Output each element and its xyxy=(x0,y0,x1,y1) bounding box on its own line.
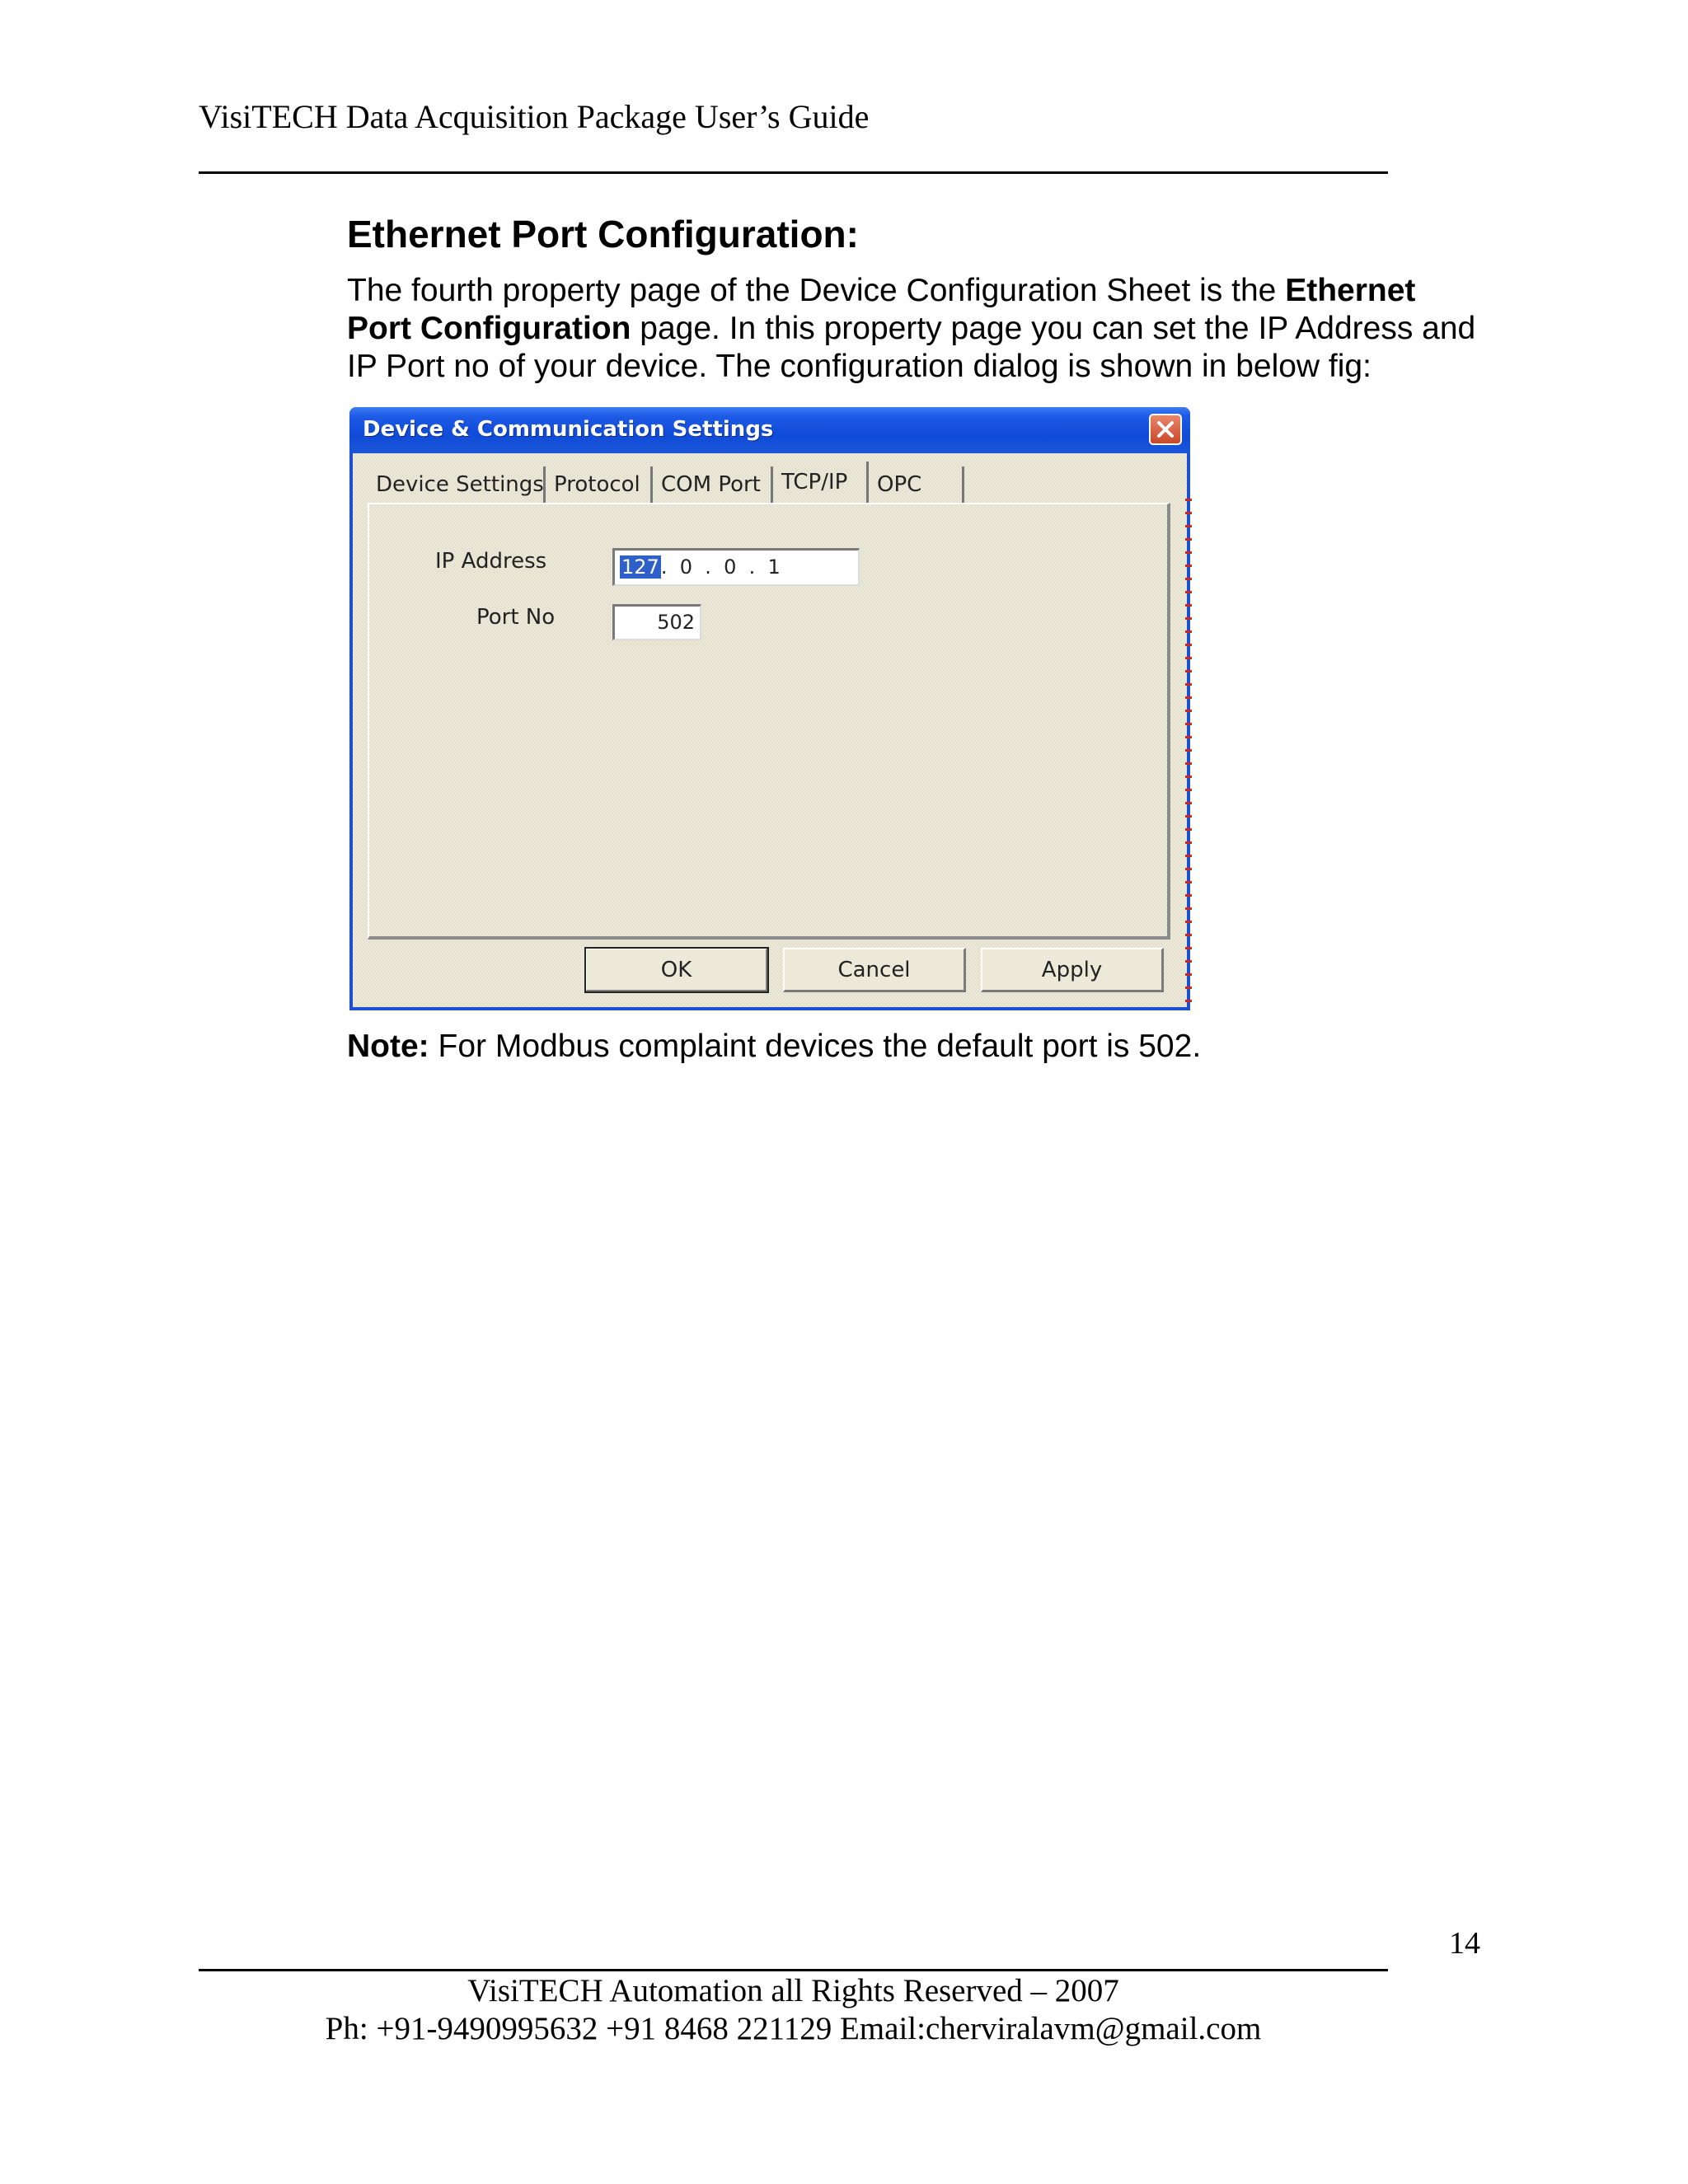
tab-device-settings[interactable]: Device Settings xyxy=(368,466,546,503)
note-text: For Modbus complaint devices the default port is 502. xyxy=(429,1029,1202,1064)
tab-com-port[interactable]: COM Port xyxy=(653,466,773,503)
dialog-titlebar[interactable] xyxy=(349,407,1190,453)
intro-text-2: page. In this property page you can set the IP Address and IP Port no of your device. The configuration dialog is shown in below fig: xyxy=(347,311,1476,384)
port-no-input[interactable]: 502 xyxy=(612,604,701,640)
dialog-title: Device & Communication Settings xyxy=(363,417,774,442)
ip-octet-selected: 127 xyxy=(621,555,659,579)
intro-paragraph xyxy=(347,272,1484,386)
intro-text-1: The fourth property page of the Device Configuration Sheet is the xyxy=(347,273,1286,308)
footer-copyright: VisiTECH Automation all Rights Reserved – 2007 xyxy=(467,1973,1119,2008)
note-label: Note: xyxy=(347,1029,429,1064)
note-paragraph xyxy=(347,1028,1201,1066)
page-number: 14 xyxy=(1449,1926,1480,1961)
apply-button[interactable]: Apply xyxy=(981,948,1164,992)
close-button[interactable] xyxy=(1149,414,1182,445)
dialog-edge-artifact xyxy=(1185,499,1192,1010)
ip-octets-rest: . 0 . 0 . 1 xyxy=(660,555,781,579)
close-icon xyxy=(1156,419,1175,439)
running-header: VisiTECH Data Acquisition Package User’s Guide xyxy=(199,98,870,135)
tab-tcp-ip[interactable]: TCP/IP xyxy=(773,462,869,503)
ip-address-input[interactable] xyxy=(612,548,860,586)
tab-strip xyxy=(368,466,1175,503)
footer-rule xyxy=(199,1969,1388,1971)
intro-bold-term: Ethernet Port Configuration xyxy=(347,273,1416,346)
tab-opc[interactable]: OPC xyxy=(869,466,964,503)
footer-contact: Ph: +91-9490995632 +91 8468 221129 Email:cherviralavm@gmail.com xyxy=(325,2011,1262,2046)
device-communication-dialog xyxy=(349,407,1190,1010)
tab-protocol[interactable]: Protocol xyxy=(546,466,653,503)
header-rule xyxy=(199,171,1388,174)
port-no-label: Port No xyxy=(476,605,556,630)
ip-address-label: IP Address xyxy=(435,549,547,574)
cancel-button[interactable]: Cancel xyxy=(783,948,966,992)
ok-button[interactable]: OK xyxy=(585,948,768,992)
section-heading: Ethernet Port Configuration: xyxy=(347,213,859,255)
